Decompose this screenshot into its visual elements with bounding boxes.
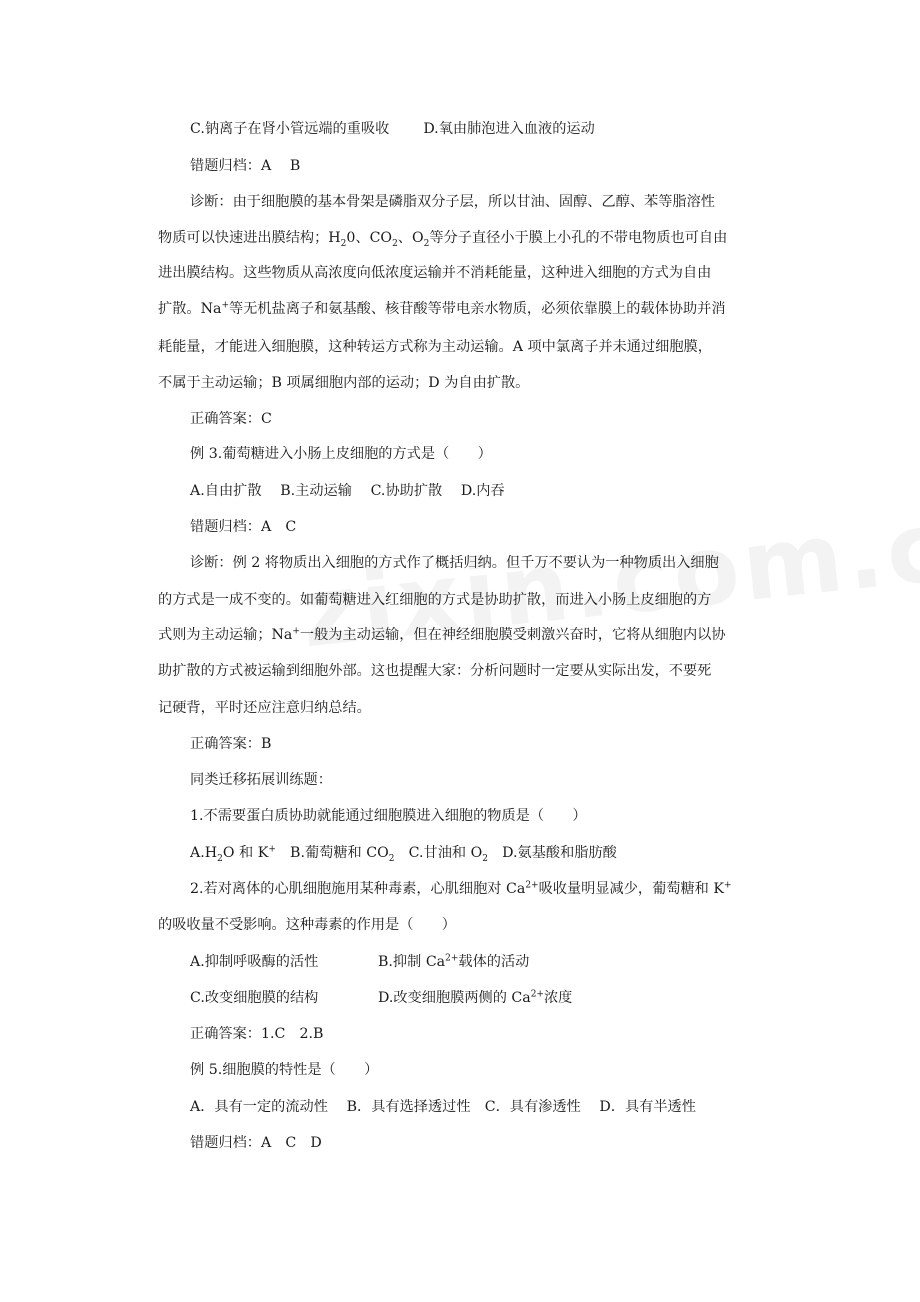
practice-question-2-line-2: 的吸收量不受影响。这种毒素的作用是（ ） <box>158 917 456 933</box>
diagnosis-2-line-1: 诊断：例 2 将物质出入细胞的方式作了概括归纳。但千万不要认为一种物质出入细胞 <box>190 555 719 571</box>
option-d-text: D.氧由肺泡进入血液的运动 <box>423 121 595 137</box>
option-c-text: C.钠离子在肾小管远端的重吸收 <box>190 121 390 137</box>
diagnosis-1-line-3: 进出膜结构。这些物质从高浓度向低浓度运输并不消耗能量，这种进入细胞的方式为自由 <box>158 265 712 281</box>
practice-question-1-options: $A.H_2O$ 和 K+ B.葡萄糖和 $CO_2$ C.甘油和 $O_2$ D.氨基酸和脂肪酸 <box>190 844 617 864</box>
wrong-answer-archive-2: 错题归档：A C <box>190 519 297 535</box>
diagnosis-1-line-6: 不属于主动运输；B 项属细胞内部的运动；D 为自由扩散。 <box>158 375 530 391</box>
diagnosis-2-line-3: 式则为主动运输；Na+一般为主动运输，但在神经细胞膜受刺激兴奋时，它将从细胞内以协 <box>158 626 726 643</box>
diagnosis-1-line-4: 扩散。Na+等无机盐离子和氨基酸、核苷酸等带电亲水物质，必须依靠膜上的载体协助并消 <box>158 300 726 317</box>
correct-answer-1: 正确答案：C <box>190 411 272 427</box>
example-3-options: A.自由扩散 B.主动运输 C.协助扩散 D.内吞 <box>190 483 505 499</box>
practice-question-1: 1.不需要蛋白质协助就能通过细胞膜进入细胞的物质是（ ） <box>190 808 587 824</box>
example-5-question: 例 5.细胞膜的特性是（ ） <box>190 1062 379 1078</box>
diagnosis-2-line-2: 的方式是一成不变的。如葡萄糖进入红细胞的方式是协助扩散，而进入小肠上皮细胞的方 <box>158 592 712 608</box>
practice-section-title: 同类迁移拓展训练题： <box>190 772 332 788</box>
diagnosis-2-line-4: 助扩散的方式被运输到细胞外部。这也提醒大家：分析问题时一定要从实际出发，不要死 <box>158 663 712 679</box>
practice-question-2-options-ab: A.抑制呼吸酶的活性 B.抑制 $Ca^{2+}$载体的活动 <box>190 953 530 970</box>
diagnosis-1-line-2: 物质可以快速进出膜结构；$H_20$、$CO_2$、$O_2$等分子直径小于膜上小孔的不带电物质也可自由 <box>158 230 728 249</box>
diagnosis-2-line-5: 记硬背，平时还应注意归纳总结。 <box>158 700 371 716</box>
practice-question-2-line-1: 2.若对离体的心肌细胞施用某种毒素，心肌细胞对 $Ca^{2+}$吸收量明显减少，葡萄糖和 K+ <box>190 880 732 897</box>
diagnosis-1-line-5: 耗能量，才能进入细胞膜，这种转运方式称为主动运输。A 项中氯离子并未通过细胞膜， <box>158 339 712 355</box>
correct-answer-2: 正确答案：B <box>190 736 272 752</box>
example-3-question: 例 3.葡萄糖进入小肠上皮细胞的方式是（ ） <box>190 446 492 462</box>
option-c-d-line <box>190 119 595 139</box>
example-5-options: A．具有一定的流动性 B．具有选择透过性 C．具有渗透性 D．具有半透性 <box>190 1099 696 1115</box>
wrong-answer-archive-1: 错题归档：A B <box>190 158 301 174</box>
wrong-answer-archive-3: 错题归档：A C D <box>190 1135 322 1151</box>
correct-answer-3: 正确答案：1.C 2.B <box>190 1026 324 1042</box>
diagnosis-1-line-1: 诊断：由于细胞膜的基本骨架是磷脂双分子层，所以甘油、固醇、乙醇、苯等脂溶性 <box>190 194 715 210</box>
practice-question-2-options-cd: C.改变细胞膜的结构 D.改变细胞膜两侧的 $Ca^{2+}$浓度 <box>190 989 573 1006</box>
